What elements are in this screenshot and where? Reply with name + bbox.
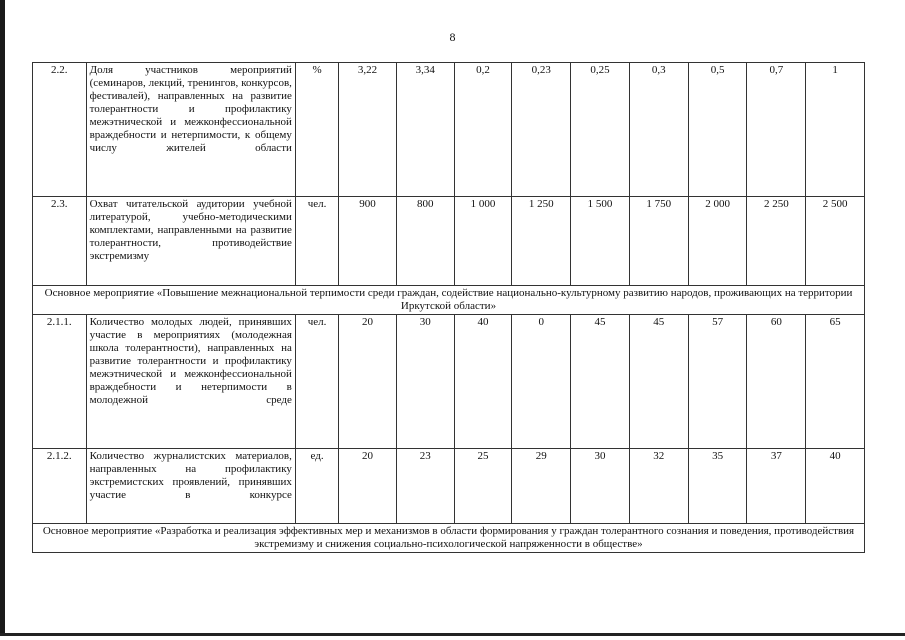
value-cell: 0,5 <box>688 63 747 197</box>
unit-cell: чел. <box>295 197 338 286</box>
unit-cell: % <box>295 63 338 197</box>
value-cell: 0,7 <box>747 63 806 197</box>
indicator-description: Количество журналистских материалов, направленных на профилактику экстремистских проявлений, принявших участие в конкурсе <box>86 449 295 524</box>
value-cell: 37 <box>747 449 806 524</box>
value-cell: 40 <box>806 449 865 524</box>
value-cell: 3,34 <box>396 63 454 197</box>
value-cell: 30 <box>396 315 454 449</box>
value-cell: 1 500 <box>571 197 630 286</box>
value-cell: 0,3 <box>629 63 688 197</box>
unit-cell: чел. <box>295 315 338 449</box>
unit-cell: ед. <box>295 449 338 524</box>
value-cell: 1 <box>806 63 865 197</box>
scan-bottom-edge <box>0 633 905 636</box>
table-row <box>33 449 865 524</box>
value-cell: 40 <box>454 315 512 449</box>
value-cell: 57 <box>688 315 747 449</box>
value-cell: 32 <box>629 449 688 524</box>
value-cell: 900 <box>339 197 397 286</box>
value-cell: 60 <box>747 315 806 449</box>
value-cell: 0,25 <box>571 63 630 197</box>
indicator-description: Доля участников мероприятий (семинаров, лекций, тренингов, конкурсов, фестивалей), направленных на развитие толерантности и профилактику межэтнической и межконфессиональной враждебности и нетерпимости, к общему числу жителей области <box>86 63 295 197</box>
section-heading: Основное мероприятие «Разработка и реализация эффективных мер и механизмов в области формирования у граждан толерантного сознания и поведения, противодействия экстремизму и снижения социально-психологической напряженности в обществе» <box>33 524 865 553</box>
row-number: 2.1.1. <box>33 315 87 449</box>
value-cell: 65 <box>806 315 865 449</box>
value-cell: 0,23 <box>512 63 571 197</box>
value-cell: 35 <box>688 449 747 524</box>
value-cell: 29 <box>512 449 571 524</box>
section-row <box>33 524 865 553</box>
scan-left-edge <box>0 0 5 636</box>
value-cell: 0 <box>512 315 571 449</box>
value-cell: 23 <box>396 449 454 524</box>
section-heading: Основное мероприятие «Повышение межнациональной терпимости среди граждан, содействие национально-культурному развитию народов, проживающих на территории Иркутской области» <box>33 286 865 315</box>
row-number: 2.3. <box>33 197 87 286</box>
value-cell: 2 500 <box>806 197 865 286</box>
value-cell: 25 <box>454 449 512 524</box>
value-cell: 3,22 <box>339 63 397 197</box>
value-cell: 800 <box>396 197 454 286</box>
row-number: 2.1.2. <box>33 449 87 524</box>
indicators-table <box>32 62 865 553</box>
value-cell: 20 <box>339 315 397 449</box>
row-number: 2.2. <box>33 63 87 197</box>
value-cell: 20 <box>339 449 397 524</box>
section-row <box>33 286 865 315</box>
table-row <box>33 315 865 449</box>
table-row <box>33 63 865 197</box>
value-cell: 2 250 <box>747 197 806 286</box>
page-number: 8 <box>449 30 456 44</box>
table-row <box>33 197 865 286</box>
value-cell: 45 <box>571 315 630 449</box>
value-cell: 45 <box>629 315 688 449</box>
value-cell: 1 250 <box>512 197 571 286</box>
value-cell: 2 000 <box>688 197 747 286</box>
indicator-description: Охват читательской аудитории учебной литературой, учебно-методическими комплектами, направленными на развитие толерантности, противодействие экстремизму <box>86 197 295 286</box>
value-cell: 0,2 <box>454 63 512 197</box>
indicator-description: Количество молодых людей, принявших участие в мероприятиях (молодежная школа толерантности), направленных на развитие толерантности и профилактику межэтнической и межконфессиональной враждебности и нетерпимости в молодежной среде <box>86 315 295 449</box>
value-cell: 30 <box>571 449 630 524</box>
value-cell: 1 000 <box>454 197 512 286</box>
value-cell: 1 750 <box>629 197 688 286</box>
